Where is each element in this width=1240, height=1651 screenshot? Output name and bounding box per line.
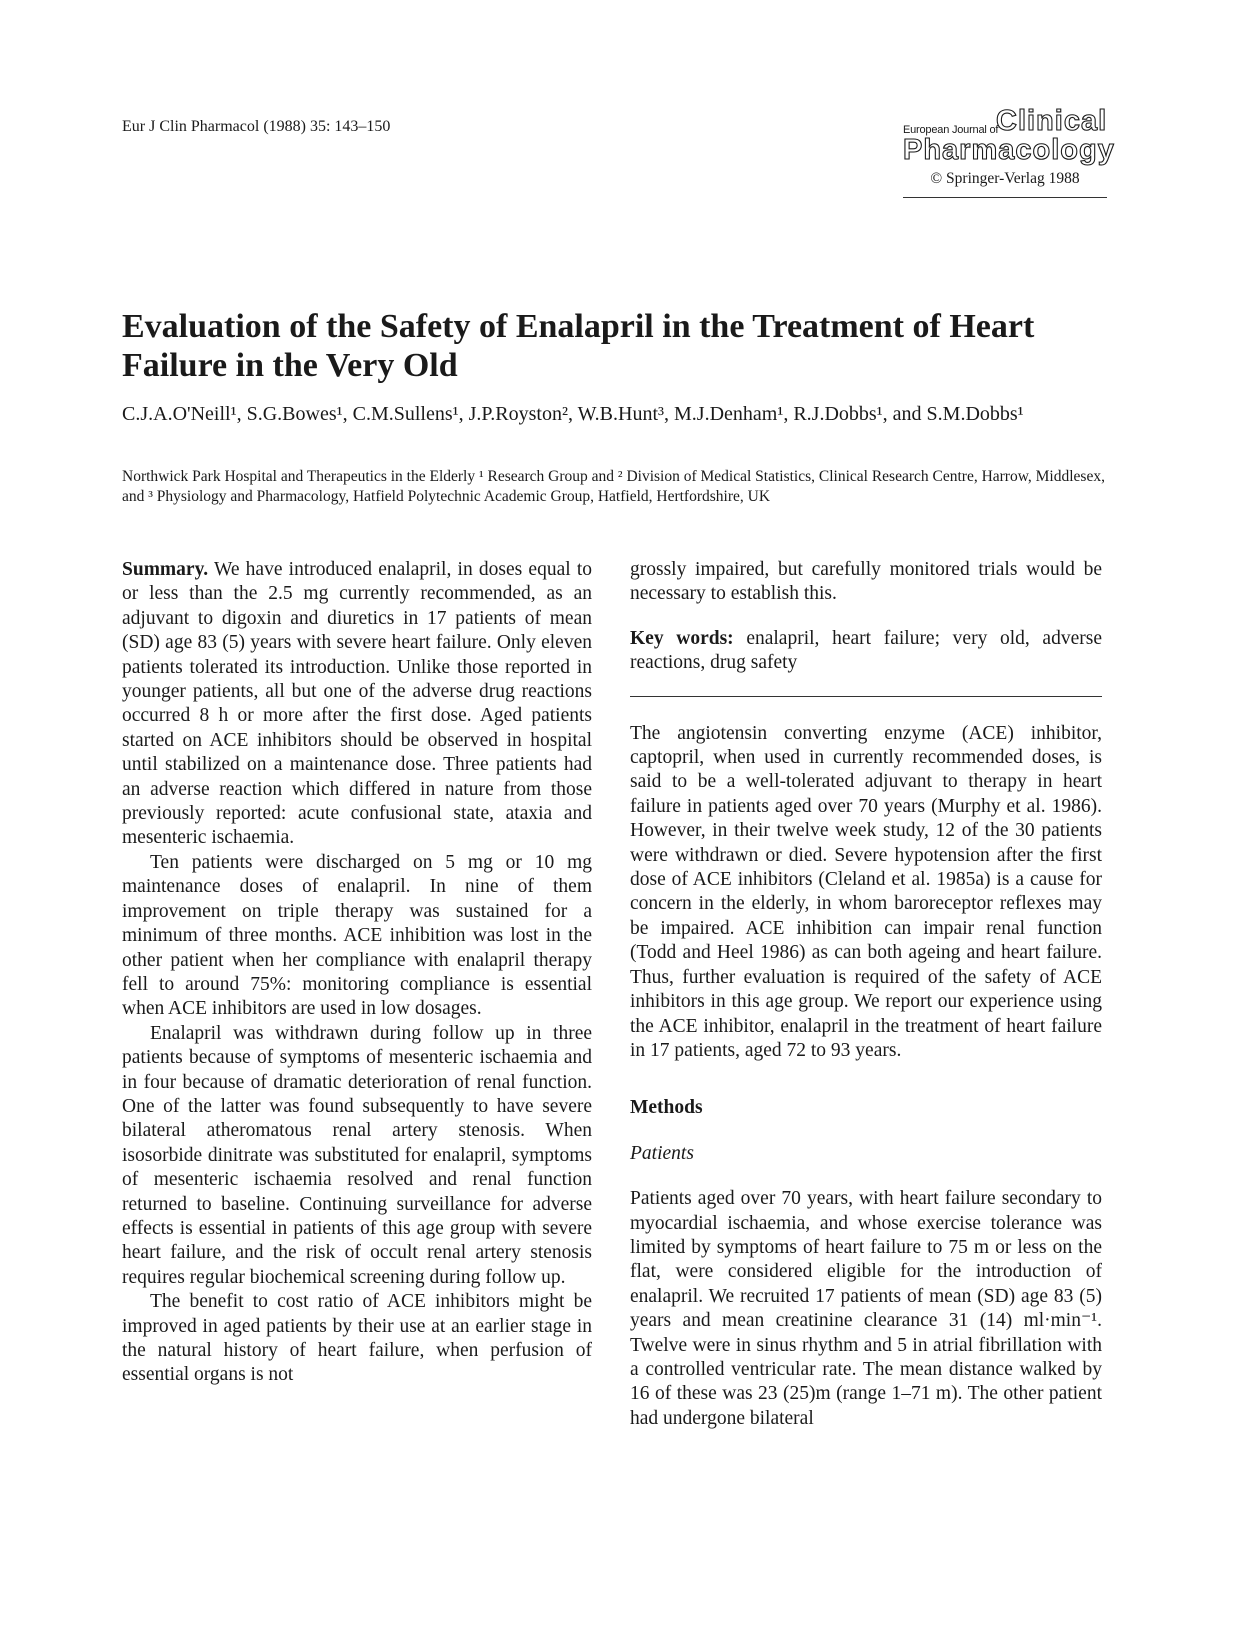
journal-logo-word-pharmacology: Pharmacology: [903, 134, 1115, 166]
keywords-label: Key words:: [630, 627, 734, 649]
author-list: C.J.A.O'Neill¹, S.G.Bowes¹, C.M.Sullens¹, J.P.Royston², W.B.Hunt³, M.J.Denham¹, R.J.Dobbs¹, and S.M.Dobbs¹: [122, 403, 1024, 425]
journal-citation: Eur J Clin Pharmacol (1988) 35: 143–150: [122, 118, 391, 135]
summary-paragraph-4-continued: grossly impaired, but carefully monitored trials would be necessary to establish this.: [630, 559, 1102, 605]
introduction-paragraph: The angiotensin converting enzyme (ACE) inhibitor, captopril, when used in currently recommended doses, is said to be a well-tolerated adjuvant to therapy in heart failure in patients aged over 70 years (Murphy et al. 1986). However, in their twelve week study, 12 of the 30 patients were withdrawn or died. Severe hypotension after the first dose of ACE inhibitors (Cleland et al. 1985a) is a cause for concern in the elderly, in whom baroreceptor reflexes may be impaired. ACE inhibition can impair renal function (Todd and Heel 1986) as can both ageing and heart failure. Thus, further evaluation is required of the safety of ACE inhibitors in this age group. We report our experience using the ACE inhibitor, enalapril in the treatment of heart failure in 17 patients, aged 72 to 93 years.: [630, 722, 1102, 1061]
header-divider: [903, 197, 1107, 198]
section-heading-methods: Methods: [630, 1097, 703, 1119]
summary-paragraph-2: Ten patients were discharged on 5 mg or 10 mg maintenance doses of enalapril. In nine of them improvement on triple therapy was sustained for a minimum of three months. ACE inhibition was lost in the other patient when her compliance with enalapril therapy fell to around 75%: monitoring compliance is essential when ACE inhibitors are used in low dosages.: [122, 851, 592, 1020]
keywords: [630, 627, 1102, 676]
journal-logo-word-clinical: Clinical: [996, 105, 1108, 137]
summary-paragraph-4: The benefit to cost ratio of ACE inhibitors might be improved in aged patients by their use at an earlier stage in the natural history of heart failure, when perfusion of essential organs is not: [122, 1291, 592, 1386]
journal-logo: [903, 99, 1115, 173]
publisher-copyright: © Springer-Verlag 1988: [930, 170, 1080, 187]
article-title: Evaluation of the Safety of Enalapril in the Treatment of Heart Failure in the Very Old: [122, 308, 1035, 384]
abstract-divider: [630, 696, 1102, 697]
journal-logo-prefix: European Journal of: [903, 124, 999, 136]
right-column: [630, 558, 1102, 1431]
summary-paragraph-3: Enalapril was withdrawn during follow up in three patients because of symptoms of mesenteric ischaemia and in four because of dramatic deterioration of renal function. One of the latter was found subsequently to have severe bilateral atheromatous renal artery stenosis. When isosorbide dinitrate was substituted for enalapril, symptoms of mesenteric ischaemia resolved and renal function returned to baseline. Continuing surveillance for adverse effects is essential in patients of this age group with severe heart failure, and the risk of occult renal artery stenosis requires regular biochemical screening during follow up.: [122, 1022, 592, 1288]
keywords-text: enalapril, heart failure; very old, adverse reactions, drug safety: [630, 627, 1102, 674]
summary-paragraph-1: [122, 558, 592, 851]
subsection-heading-patients: Patients: [630, 1142, 694, 1164]
summary-label: Summary.: [122, 559, 209, 580]
summary-text-1: We have introduced enalapril, in doses equal to or less than the 2.5 mg currently recommended, as an adjuvant to digoxin and diuretics in 17 patients of mean (SD) age 83 (5) years with severe heart failure. Only eleven patients tolerated its introduction. Unlike those reported in younger patients, all but one of the adverse drug reactions occurred 8 h or more after the first dose. Aged patients started on ACE inhibitors should be observed in hospital until stabilized on a maintenance dose. Three patients had an adverse reaction which differed in nature from those previously reported: acute confusional state, ataxia and mesenteric ischaemia.: [122, 559, 592, 849]
author-affiliations: Northwick Park Hospital and Therapeutics in the Elderly ¹ Research Group and ² Division of Medical Statistics, Clinical Research Centre, Harrow, Middlesex, and ³ Physiology and Pharmacology, Hatfield Polytechnic Academic Group, Hatfield, Hertfordshire, UK: [122, 468, 1105, 505]
methods-patients-paragraph: Patients aged over 70 years, with heart failure secondary to myocardial ischaemia, and whose exercise tolerance was limited by symptoms of heart failure to 75 m or less on the flat, were considered eligible for the introduction of enalapril. We recruited 17 patients of mean (SD) age 83 (5) years and mean creatinine clearance 31 (14) ml·min⁻¹. Twelve were in sinus rhythm and 5 in atrial fibrillation with a controlled ventricular rate. The mean distance walked by 16 of these was 23 (25)m (range 1–71 m). The other patient had undergone bilateral: [630, 1188, 1102, 1429]
left-column: [122, 558, 592, 1388]
